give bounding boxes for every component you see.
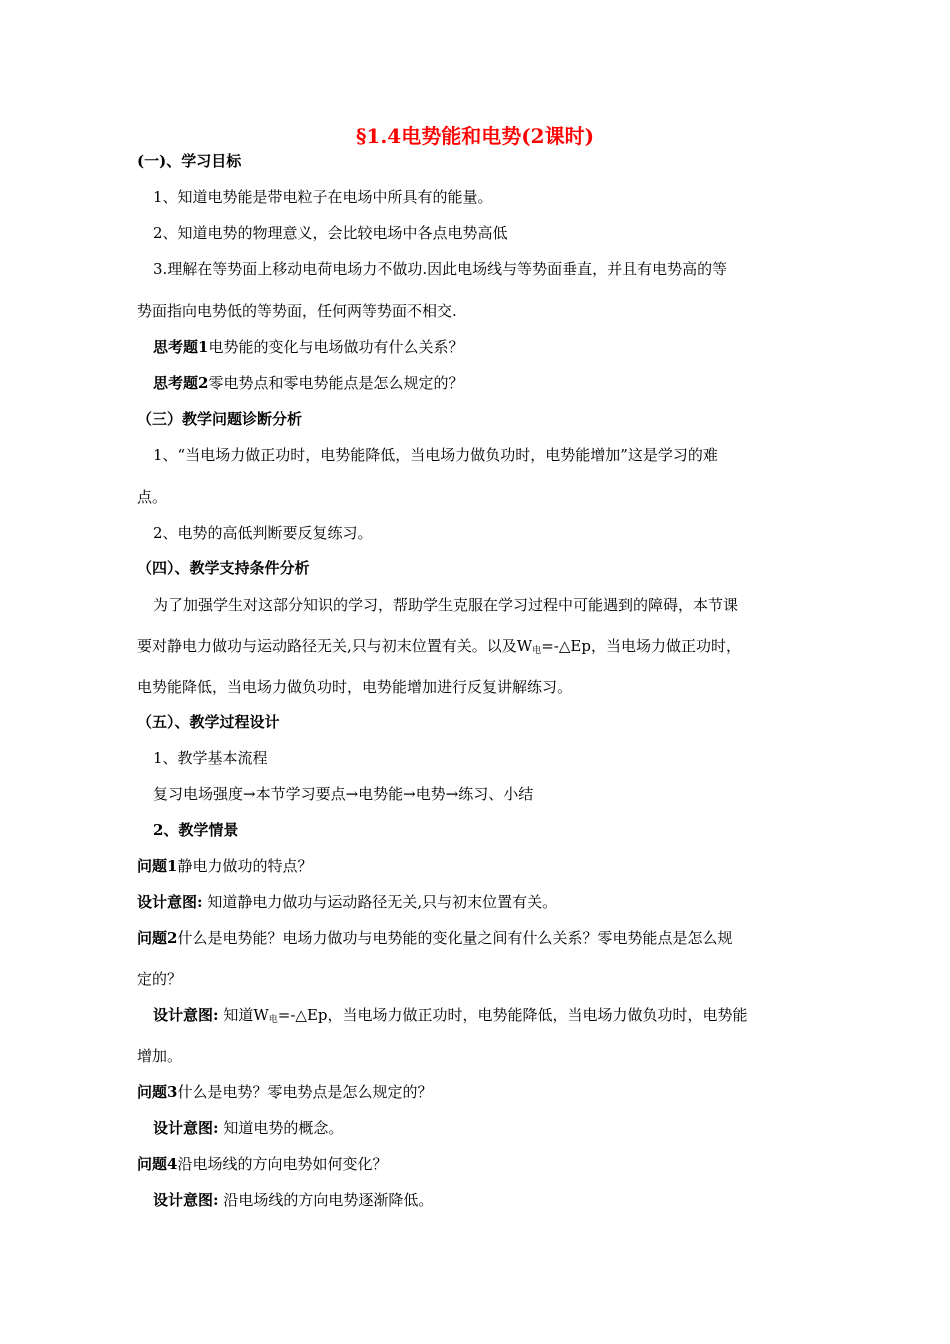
objective-item-2: 2、知道电势的物理意义，会比较电场中各点电势高低 — [153, 224, 508, 242]
diagnosis-item-2: 2、电势的高低判断要反复练习。 — [153, 524, 373, 542]
scene-heading: 2、教学情景 — [153, 821, 239, 839]
design-intent-3 — [153, 1117, 343, 1139]
design-intent-1 — [137, 891, 557, 913]
design-intent-2-part-b: =-△Ep，当电场力做正功时，电势能降低，当电场力做负功时，电势能 — [277, 1006, 748, 1024]
objective-item-3-line-2: 势面指向电势低的等势面，任何两等势面不相交. — [137, 302, 457, 320]
document-title: §1.4电势能和电势(2课时) — [355, 124, 595, 148]
design-intent-2-line-2: 增加。 — [137, 1047, 183, 1065]
design-intent-3-label: 设计意图: — [153, 1119, 219, 1137]
flow-heading: 1、教学基本流程 — [153, 749, 268, 767]
objective-item-3-line-1: 3.理解在等势面上移动电荷电场力不做功.因此电场线与等势面垂直，并且有电势高的等 — [153, 260, 728, 278]
design-intent-4 — [153, 1189, 433, 1211]
section-heading-objectives: (一)、学习目标 — [137, 152, 242, 170]
thinking-question-2-text: 零电势点和零电势能点是怎么规定的？ — [208, 374, 464, 392]
problem-4-text: 沿电场线的方向电势如何变化？ — [177, 1155, 388, 1173]
design-intent-1-text: 知道静电力做功与运动路径无关,只与初末位置有关。 — [207, 893, 558, 911]
support-paragraph-line-2 — [137, 635, 741, 662]
diagnosis-item-1-line-2: 点。 — [137, 488, 168, 506]
design-intent-1-label: 设计意图: — [137, 893, 203, 911]
problem-2-text: 什么是电势能？电场力做功与电势能的变化量之间有什么关系？零电势能点是怎么规 — [177, 929, 733, 947]
section-heading-diagnosis: （三）教学问题诊断分析 — [137, 410, 303, 428]
design-intent-3-text: 知道电势的概念。 — [223, 1119, 344, 1137]
section-heading-support: （四）、教学支持条件分析 — [137, 559, 310, 577]
thinking-question-1 — [153, 336, 463, 358]
problem-2-line-1 — [137, 927, 732, 949]
problem-2-label: 问题2 — [137, 929, 178, 947]
problem-4 — [137, 1153, 387, 1175]
design-intent-4-label: 设计意图: — [153, 1191, 219, 1209]
subscript-dian: 电 — [532, 646, 542, 656]
objective-item-1: 1、知道电势能是带电粒子在电场中所具有的能量。 — [153, 188, 493, 206]
thinking-question-2-label: 思考题2 — [153, 374, 209, 392]
design-intent-2-line-1 — [153, 1004, 748, 1031]
thinking-question-2 — [153, 372, 463, 394]
problem-1 — [137, 855, 312, 877]
problem-3-text: 什么是电势？零电势点是怎么规定的？ — [177, 1083, 433, 1101]
diagnosis-item-1-line-1: 1、“当电场力做正功时，电势能降低，当电场力做负功时，电势能增加”这是学习的难 — [153, 446, 718, 464]
problem-1-label: 问题1 — [137, 857, 178, 875]
section-heading-process: （五）、教学过程设计 — [137, 713, 280, 731]
problem-3-label: 问题3 — [137, 1083, 178, 1101]
support-paragraph-line-1: 为了加强学生对这部分知识的学习，帮助学生克服在学习过程中可能遇到的障碍，本节课 — [153, 596, 739, 614]
flow-text: 复习电场强度→本节学习要点→电势能→电势→练习、小结 — [153, 785, 534, 803]
problem-4-label: 问题4 — [137, 1155, 178, 1173]
design-intent-4-text: 沿电场线的方向电势逐渐降低。 — [223, 1191, 434, 1209]
problem-2-line-2: 定的？ — [137, 970, 183, 988]
design-intent-2-part-a: 知道W — [223, 1006, 269, 1024]
problem-1-text: 静电力做功的特点？ — [177, 857, 313, 875]
support-paragraph-line-3: 电势能降低，当电场力做负功时，电势能增加进行反复讲解练习。 — [137, 678, 573, 696]
support-line-2-part-a: 要对静电力做功与运动路径无关,只与初末位置有关。以及W — [137, 637, 533, 655]
design-intent-2-label: 设计意图: — [153, 1006, 219, 1024]
subscript-dian: 电 — [268, 1015, 278, 1025]
support-line-2-part-b: =-△Ep，当电场力做正功时， — [541, 637, 741, 655]
thinking-question-1-label: 思考题1 — [153, 338, 209, 356]
thinking-question-1-text: 电势能的变化与电场做功有什么关系？ — [208, 338, 464, 356]
problem-3 — [137, 1081, 432, 1103]
